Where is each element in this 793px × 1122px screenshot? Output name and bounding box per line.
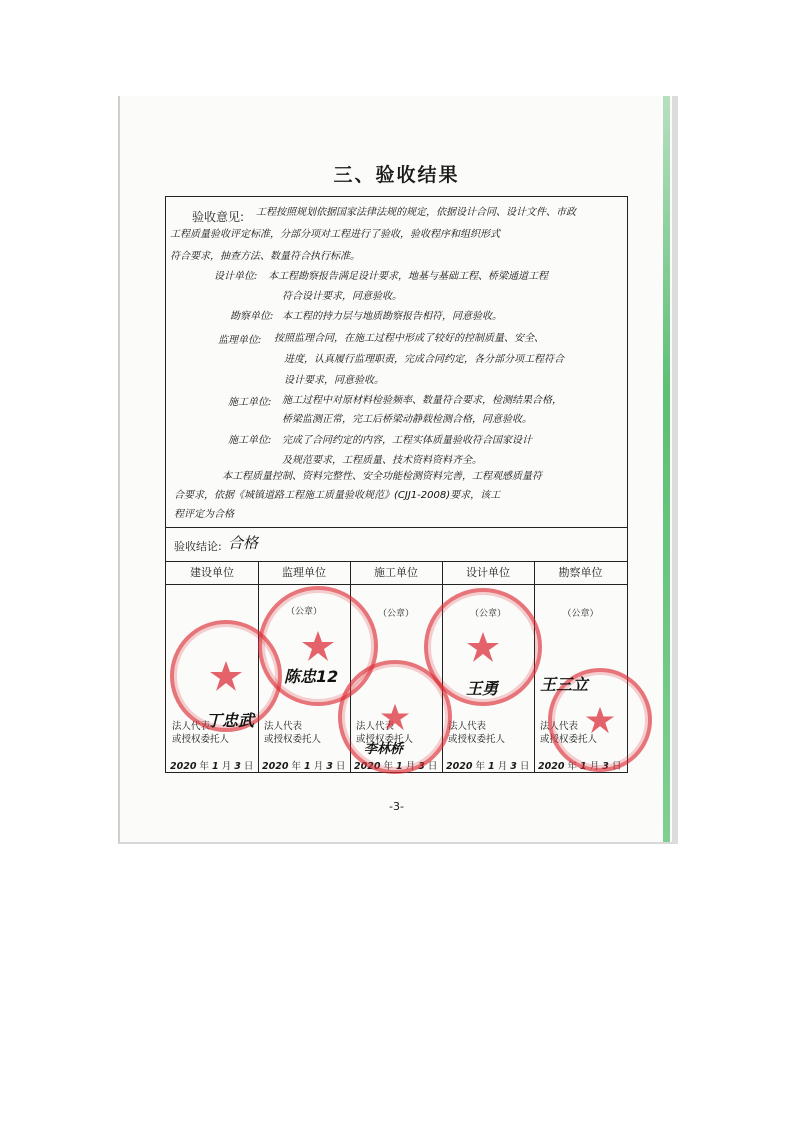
- survey-label: 勘察单位:: [230, 311, 274, 322]
- supervision-line: 进度，认真履行监理职责，完成合同约定，各分部分项工程符合: [284, 354, 564, 365]
- unit-date: 2020 年 1 月 3 日: [446, 761, 530, 772]
- design-line: 符合设计要求，同意验收。: [282, 291, 402, 302]
- binding-edge: [663, 96, 670, 842]
- unit-rep: 法人代表 或授权委托人: [172, 721, 230, 745]
- unit-rep: 法人代表 或授权委托人: [448, 721, 506, 745]
- design-label: 设计单位:: [214, 271, 258, 282]
- signature: 丁忠武: [206, 711, 255, 730]
- conclusion-value: 合格: [228, 534, 259, 552]
- supervision-label: 监理单位:: [218, 335, 262, 346]
- unit-rep: 法人代表 或授权委托人: [540, 721, 598, 745]
- seal-tag: （公章）: [469, 609, 506, 619]
- construction-label: 施工单位:: [228, 397, 272, 408]
- seal-tag: （公章）: [562, 609, 599, 619]
- signature: 王三立: [540, 675, 589, 694]
- build-label: 施工单位:: [228, 435, 272, 446]
- unit-name: 建设单位: [166, 562, 258, 585]
- page-title: 三、验收结果: [333, 164, 460, 186]
- unit-name: 设计单位: [442, 562, 534, 585]
- conclusion-label: 验收结论:: [174, 540, 222, 553]
- seal-tag: （公章）: [285, 607, 322, 617]
- design-line: 本工程勘察报告满足设计要求，地基与基础工程、桥梁通道工程: [268, 271, 548, 282]
- build-line: 完成了合同约定的内容，工程实体质量验收符合国家设计: [282, 435, 532, 446]
- summary-line: 合要求，依据《城镇道路工程施工质量验收规范》(CJJ1-2008)要求，该工: [174, 490, 501, 501]
- summary-line: 本工程质量控制、资料完整性、安全功能检测资料完善，工程观感质量符: [222, 471, 542, 482]
- opinion-section: [166, 197, 627, 528]
- survey-line: 本工程的持力层与地质勘察报告相符，同意验收。: [282, 311, 502, 322]
- opinion-line: 工程质量验收评定标准，分部分项对工程进行了验收，验收程序和组织形式: [170, 229, 500, 240]
- page-number: -3-: [389, 800, 404, 813]
- conclusion-row: [166, 528, 627, 562]
- build-line: 及规范要求，工程质量、技术资料资料齐全。: [282, 455, 482, 466]
- summary-line: 程评定为合格: [174, 509, 234, 520]
- supervision-line: 按照监理合同，在施工过程中形成了较好的控制质量、安全、: [274, 333, 544, 344]
- unit-name: 监理单位: [258, 562, 350, 585]
- opinion-label: 验收意见:: [192, 210, 245, 224]
- seal-tag: （公章）: [377, 609, 414, 619]
- signature: 王勇: [466, 679, 499, 698]
- signature: 陈忠12: [284, 667, 339, 686]
- unit-name: 施工单位: [350, 562, 442, 585]
- unit-rep: 法人代表 或授权委托人: [264, 721, 322, 745]
- signature: 李林桥: [364, 742, 404, 757]
- unit-rep: 法人代表 或授权委托人: [356, 721, 414, 745]
- opinion-line: 符合要求，抽查方法、数量符合执行标准。: [170, 251, 360, 262]
- unit-name: 勘察单位: [534, 562, 627, 585]
- unit-date: 2020 年 1 月 3 日: [170, 761, 254, 772]
- construction-line: 施工过程中对原材料检验频率、数量符合要求，检测结果合格，: [282, 395, 562, 406]
- opinion-line: 工程按照规划依据国家法律法规的规定，依据设计合同、设计文件、市政: [256, 207, 576, 218]
- unit-date: 2020 年 1 月 3 日: [354, 761, 438, 772]
- supervision-line: 设计要求，同意验收。: [284, 375, 384, 386]
- unit-date: 2020 年 1 月 3 日: [538, 761, 622, 772]
- unit-date: 2020 年 1 月 3 日: [262, 761, 346, 772]
- construction-line: 桥梁监测正常，完工后桥梁动静载检测合格，同意验收。: [282, 414, 532, 425]
